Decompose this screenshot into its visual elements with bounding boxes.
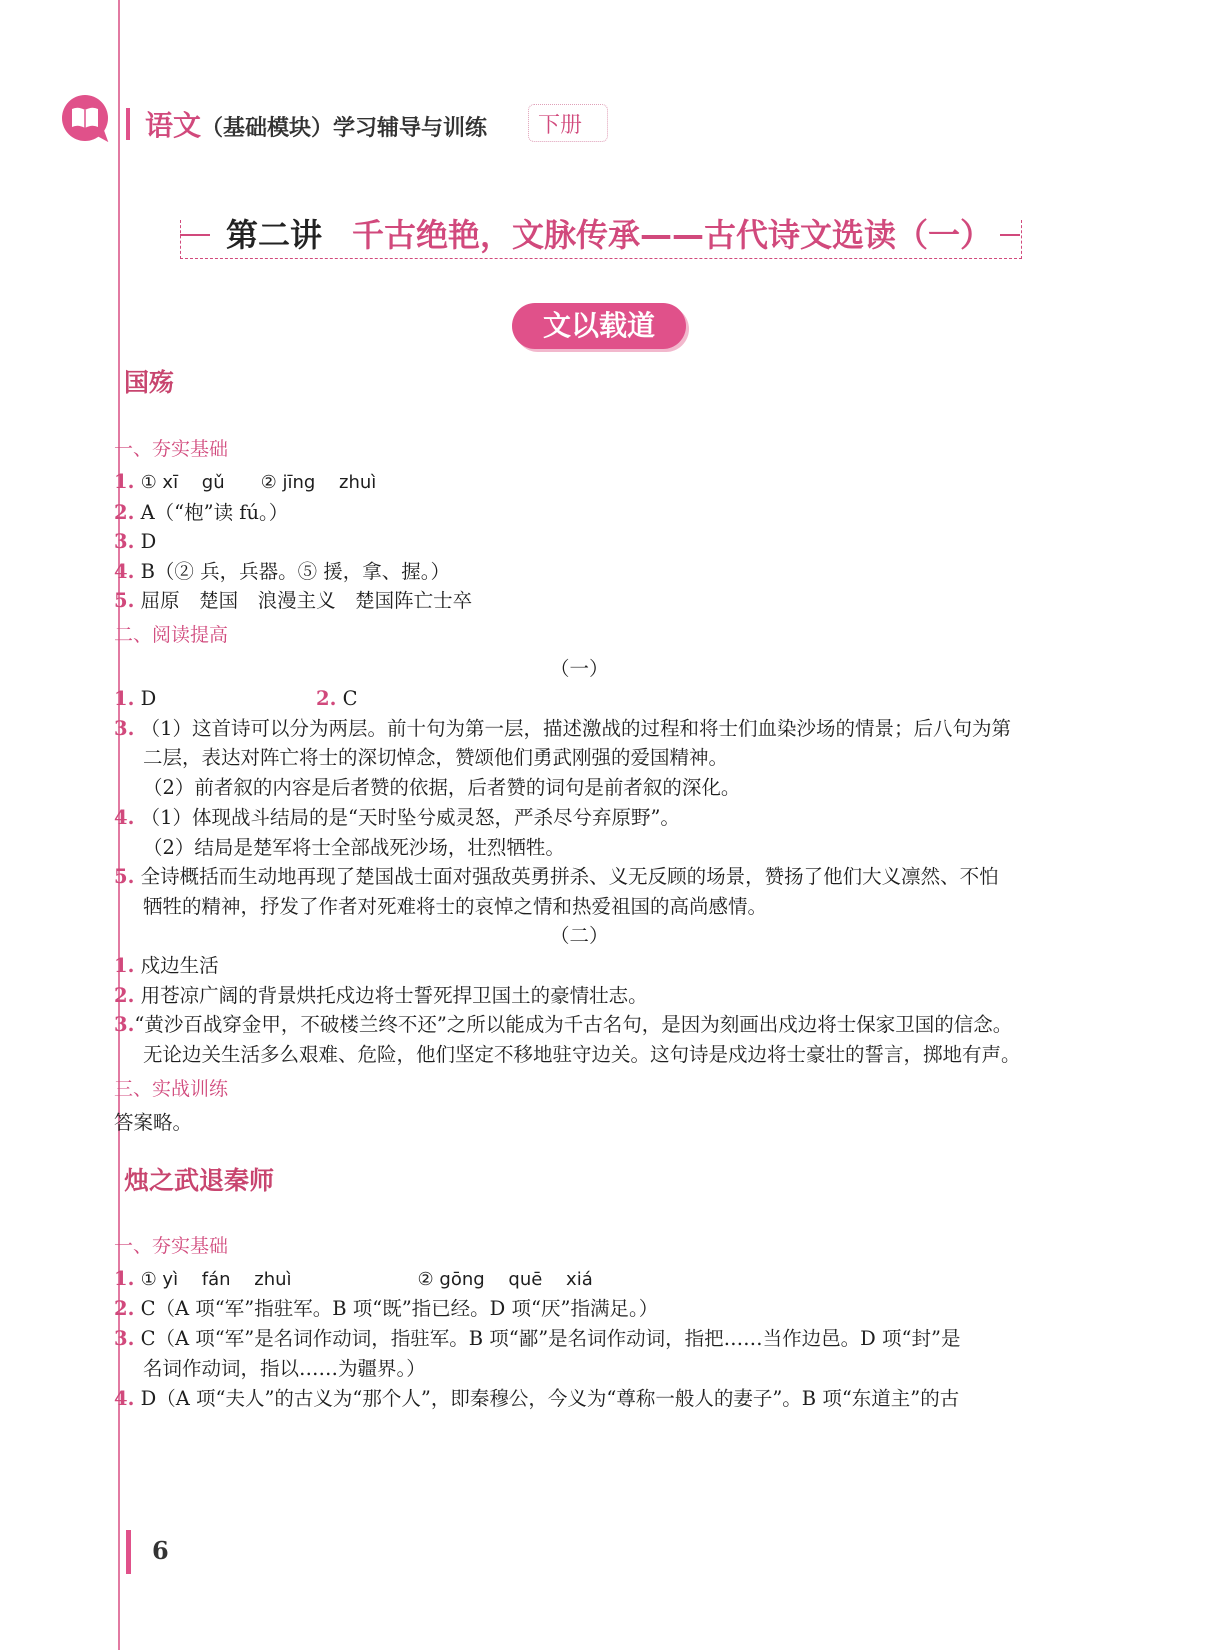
part-heading: 一、夯实基础 [114, 438, 229, 460]
list-item: 1. 戍边生活 [114, 954, 219, 977]
volume-label: 下册 [538, 113, 583, 138]
reading-label: （一） [550, 657, 609, 680]
answer-text: 答案略。 [114, 1111, 193, 1134]
list-item-cont: 牺牲的精神，抒发了作者对死难将士的哀悼之情和热爱祖国的高尚感情。 [143, 895, 768, 918]
part-heading: 一、夯实基础 [114, 1235, 229, 1257]
footer-bar [126, 1530, 131, 1574]
list-item: 3. C（A 项“军”是名词作动词，指驻军。B 项“鄙”是名词作动词，指把……当作边邑。D 项“封”是 [114, 1327, 961, 1350]
list-item-cont: 二层，表达对阵亡将士的深切悼念，赞颂他们勇武刚强的爱国精神。 [143, 746, 729, 769]
list-item-cont: （2）结局是楚军将士全部战死沙场，壮烈牺牲。 [143, 836, 565, 859]
section-title: 烛之武退秦师 [124, 1166, 275, 1195]
list-item: 4. D（A 项“夫人”的古义为“那个人”，即秦穆公，今义为“尊称一般人的妻子”。B 项“东道主”的古 [114, 1387, 960, 1410]
list-item: 1. D [114, 687, 157, 710]
list-item: 2. 用苍凉广阔的背景烘托戍边将士誓死捍卫国土的豪情壮志。 [114, 984, 648, 1007]
reading-label: （二） [550, 924, 609, 947]
list-item: 5. 全诗概括而生动地再现了楚国战士面对强敌英勇拼杀、义无反顾的场景，赞扬了他们大义凛然、不怕 [114, 865, 999, 888]
list-item: 3. D [114, 530, 157, 553]
list-item: 4. （1）体现战斗结局的是“天时坠兮威灵怒，严杀尽兮弃原野”。 [114, 806, 680, 829]
lesson-number: 第二讲 [226, 216, 323, 254]
part-heading: 三、实战训练 [114, 1078, 229, 1100]
list-item: 4. B（② 兵，兵器。⑤ 援，拿、握。） [114, 560, 451, 583]
list-item: 3. （1）这首诗可以分为两层。前十句为第一层，描述激战的过程和将士们血染沙场的情景；后八句为第 [114, 717, 1011, 740]
list-item-cont: 无论边关生活多么艰难、危险，他们坚定不移地驻守边关。这句诗是戍边将士豪壮的誓言，掷地有声。 [143, 1043, 1021, 1066]
lesson-title [218, 210, 1000, 256]
header-bar [126, 108, 130, 140]
list-item: 2. A（“枹”读 fú。） [114, 501, 289, 524]
list-item: 1. ① yì fán zhuì ② gōng quē xiá [114, 1267, 593, 1290]
list-item: 3.“黄沙百战穿金甲，不破楼兰终不还”之所以能成为千古名句，是因为刻画出戍边将士保家卫国的信念。 [114, 1013, 1013, 1036]
page-number: 6 [152, 1536, 169, 1565]
list-item: 2. C [316, 687, 358, 710]
section-banner: 文以载道 [512, 303, 686, 349]
section-title: 国殇 [124, 368, 175, 397]
list-item: 2. C（A 项“军”指驻军。B 项“既”指已经。D 项“厌”指满足。） [114, 1297, 659, 1320]
list-item: 1. ① xī gǔ ② jīng zhuì [114, 470, 377, 493]
list-item-cont: 名词作动词，指以……为疆界。） [143, 1357, 426, 1380]
list-item-cont: （2）前者叙的内容是后者赞的依据，后者赞的词句是前者叙的深化。 [143, 776, 741, 799]
lesson-name: 千古绝艳，文脉传承——古代诗文选读（一） [352, 216, 993, 254]
book-title: 语文（基础模块）学习辅导与训练 [145, 109, 488, 142]
book-icon [62, 95, 108, 141]
list-item: 5. 屈原 楚国 浪漫主义 楚国阵亡士卒 [114, 589, 473, 612]
part-heading: 二、阅读提高 [114, 624, 229, 646]
